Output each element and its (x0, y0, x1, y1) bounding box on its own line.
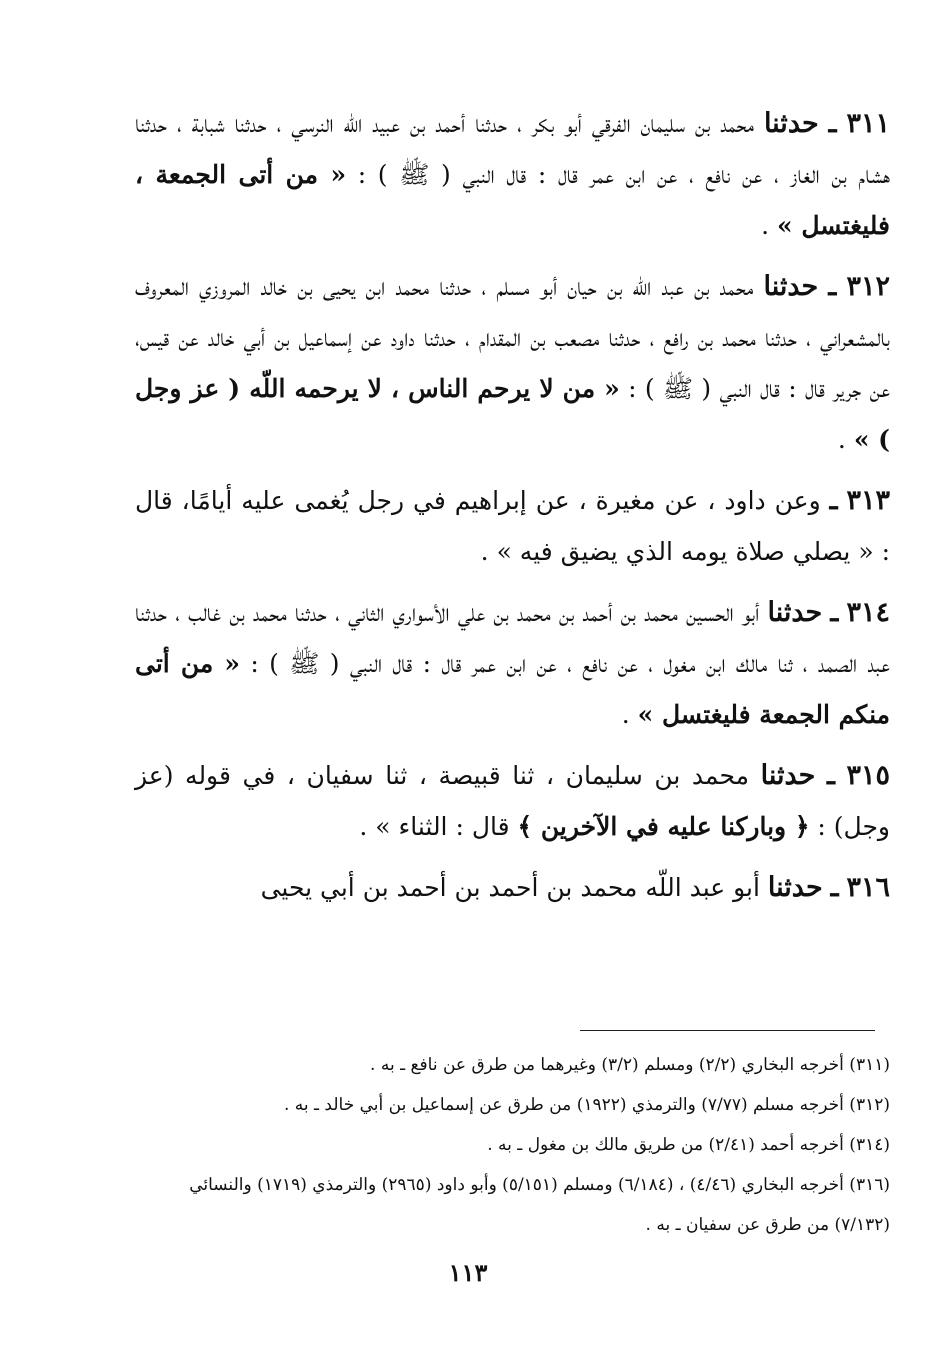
footnote-separator-line (580, 1030, 875, 1031)
footnotes (140, 1045, 890, 1245)
hadith-text: أبو الحسين محمد بن أحمد بن محمد بن علي الأسواري الثاني ، حدثنا محمد بن غالب ، حدثنا عبد الصمد ، ثنا مالك ابن مغول ، عن نافع ، عن ابن عمر قال : قال النبي ( ﷺ ) : (135, 598, 890, 678)
footnote-314: (٣١٤) أخرجه أحمد (٢/٤١) من طريق مالك بن مغول ـ به . (487, 1135, 890, 1155)
hadith-text: وعن داود ، عن مغيرة ، عن إبراهيم في رجل يُغمى عليه أيامًا، قال : « يصلي صلاة يومه الذي يضيق فيه » . (135, 486, 890, 566)
footnote-312: (٣١٢) أخرجه مسلم (٧/٧٧) والترمذي (١٩٢٢) من طرق عن إسماعيل بن أبي خالد ـ به . (283, 1095, 890, 1115)
hadith-text: محمد بن سليمان ، ثنا قبيصة ، ثنا سفيان ، في قوله (عز وجل) : (135, 761, 890, 841)
hadith-313 (135, 475, 890, 577)
hadith-text: محمد بن سليمان الفرقي أبو بكر ، حدثنا أحمد بن عبيد اللّه النرسي ، حدثنا شبابة ، حدثنا هشام بن الغاز ، عن نافع ، عن ابن عمر قال : قال النبي ( ﷺ ) : (135, 109, 890, 189)
hadith-tail: . (761, 211, 778, 240)
hadith-311 (135, 98, 890, 251)
hadith-number: ٣١٣ (846, 485, 890, 516)
hadith-315 (135, 750, 890, 852)
hadith-314 (135, 587, 890, 740)
hadith-separator: ـ (829, 485, 838, 516)
hadith-separator: ـ (826, 760, 835, 791)
hadith-tail: . (621, 700, 638, 729)
hadith-quote: ﴿ وباركنا عليه في الآخرين ﴾ (517, 812, 810, 841)
hadith-lead: حدثنا (767, 872, 823, 903)
hadith-number: ٣١٢ (846, 271, 890, 302)
hadith-quote: « من لا يرحم الناس ، لا يرحمه اللّه ( عز وجل ) » (135, 374, 890, 454)
page-number: ١١٣ (448, 1258, 488, 1287)
hadith-number: ٣١٤ (846, 597, 891, 628)
hadith-312 (135, 261, 890, 465)
hadith-lead: حدثنا (763, 271, 819, 302)
hadith-text: أبو عبد اللّه محمد بن أحمد بن أحمد بن أبي يحيى (260, 873, 760, 902)
main-text (135, 98, 890, 923)
hadith-separator: ـ (828, 271, 837, 302)
hadith-quote: « من أتى منكم الجمعة فليغتسل » (135, 649, 890, 729)
footnote-311: (٣١١) أخرجه البخاري (٢/٢) ومسلم (٣/٢) وغيرهما من طرق عن نافع ـ به . (370, 1055, 890, 1075)
hadith-text: محمد بن عبد اللّه بن حيان أبو مسلم ، حدثنا محمد ابن يحيى بن خالد المروزي المعروف بالمشعراني ، حدثنا محمد بن رافع ، حدثنا مصعب بن المقدام ، حدثنا داود عن إسماعيل بن أبي خالد عن قيس، عن جرير قال : قال النبي ( ﷺ ) : (135, 272, 891, 403)
hadith-lead: حدثنا (763, 108, 819, 139)
hadith-separator: ـ (828, 108, 837, 139)
hadith-number: ٣١٥ (846, 760, 890, 791)
hadith-number: ٣١٦ (846, 872, 890, 903)
footnote-316: (٣١٦) أخرجه البخاري (٤/٤٦) ، (٦/١٨٤) ومسلم (٥/١٥١) وأبو داود (٢٩٦٥) والترمذي (١٧١٩) والنسائي (٧/١٣٢) من طرق عن سفيان ـ به . (189, 1175, 890, 1235)
hadith-lead: حدثنا (767, 597, 823, 628)
hadith-separator: ـ (830, 872, 839, 903)
hadith-tail: . (837, 425, 854, 454)
hadith-lead: حدثنا (760, 760, 816, 791)
hadith-316 (135, 862, 890, 913)
hadith-number: ٣١١ (846, 108, 890, 139)
hadith-tail: قال : الثناء » . (359, 812, 518, 841)
hadith-quote: « من أتى الجمعة ، فليغتسل » (135, 160, 890, 240)
hadith-separator: ـ (830, 597, 839, 628)
